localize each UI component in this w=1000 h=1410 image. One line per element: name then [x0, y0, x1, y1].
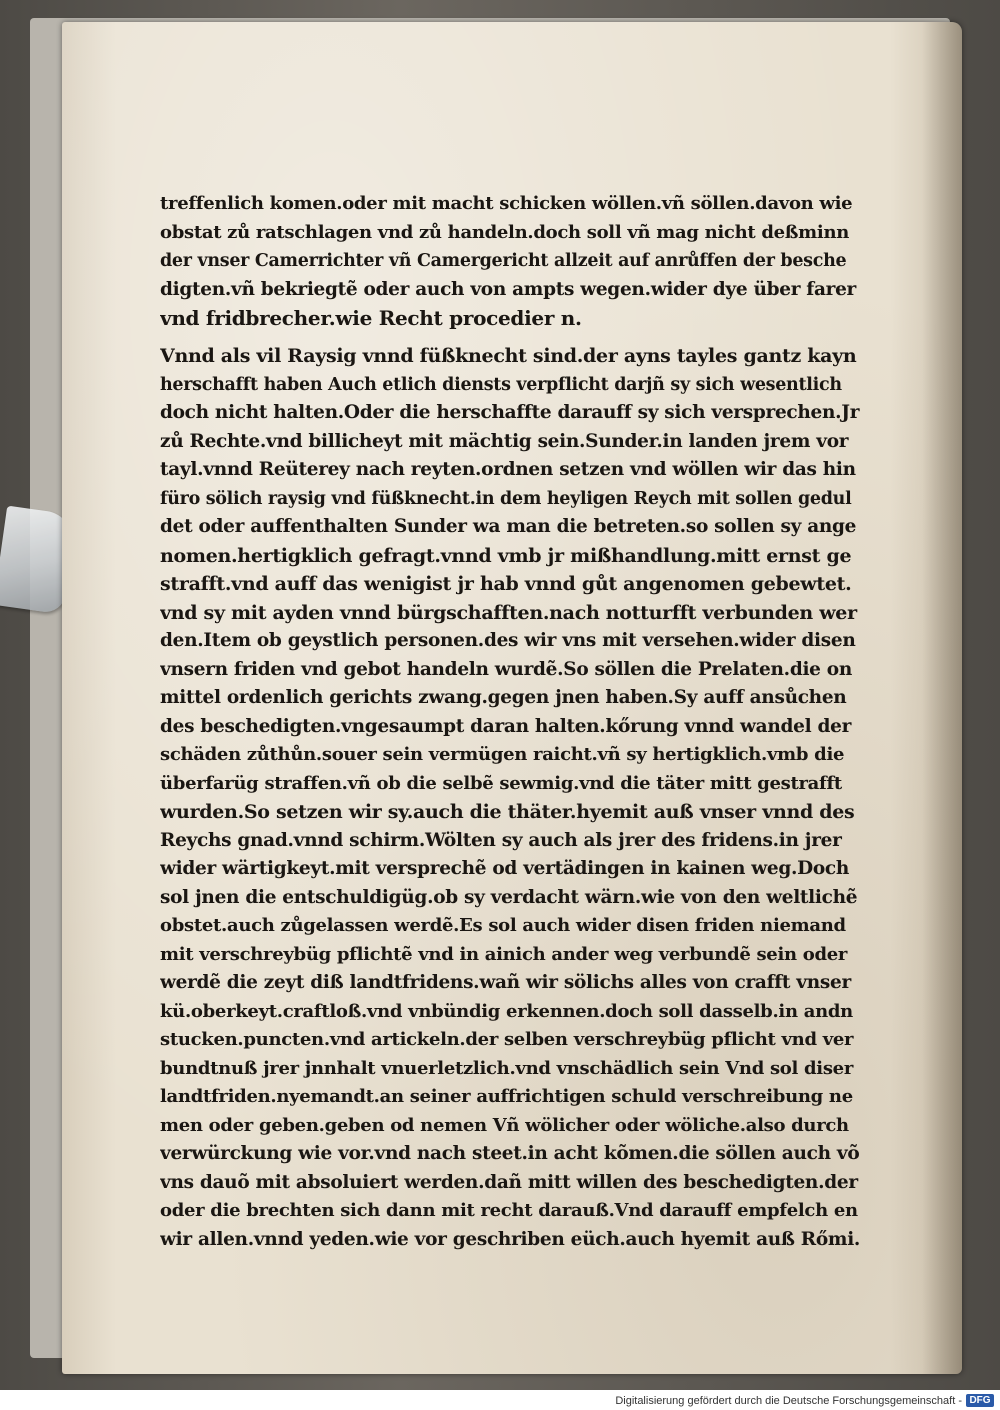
text-line: sol jnen die entschuldigüg.ob sy verdacht wärn.wie von den weltlichẽ	[160, 886, 858, 908]
text-line: füro sölich raysig vnd füßknecht.in dem heyligen Reych mit sollen gedul	[160, 488, 852, 509]
paragraph-2	[160, 342, 860, 1254]
text-line: werdẽ die zeyt diß landtfridens.wañ wir sölichs alles von crafft vnser	[160, 972, 851, 993]
text-line: tayl.vnnd Reüterey nach reyten.ordnen setzen vnd wöllen wir das hin	[160, 459, 856, 480]
text-line: verwürckung wie vor.vnd nach steet.in acht kõmen.die söllen auch võ	[160, 1143, 860, 1164]
text-line: obstat zů ratschlagen vnd zů handeln.doch soll vñ mag nicht deßminn	[160, 221, 850, 243]
text-line: der vnser Camerrichter vñ Camergericht allzeit auf anrůffen der besche	[160, 251, 847, 271]
text-line: oder die brechten sich dann mit recht darauß.Vnd darauff empfelch en	[160, 1200, 858, 1221]
paragraph-1	[160, 190, 860, 333]
text-line: obstet.auch zůgelassen werdẽ.Es sol auch wider disen friden niemand	[160, 915, 846, 936]
gutter-shadow	[922, 22, 962, 1374]
text-line: nomen.hertigklich gefragt.vnnd vmb jr mißhandlung.mitt ernst ge	[160, 544, 852, 567]
text-line: wider wärtigkeyt.mit versprechẽ od vertädingen in kainen weg.Doch	[160, 858, 850, 879]
text-line: vnsern friden vnd gebot handeln wurdẽ.So söllen die Prelaten.die on	[160, 658, 852, 680]
funding-notice: Digitalisierung gefördert durch die Deutsche Forschungsgemeinschaft -	[615, 1395, 962, 1407]
text-line: zů Rechte.vnd billicheyt mit mächtig sein.Sunder.in landen jrem vor	[160, 430, 849, 452]
text-line: treffenlich komen.oder mit macht schicken wöllen.vñ söllen.davon wie	[160, 193, 853, 214]
text-line: men oder geben.geben od nemen Vñ wölicher oder wöliche.also durch	[160, 1114, 849, 1136]
text-line: des beschedigten.vngesaumpt daran halten.kőrung vnnd wandel der	[160, 715, 852, 737]
text-line: digten.vñ bekriegtẽ oder auch von ampts wegen.wider dye über farer	[160, 278, 857, 300]
dfg-logo: DFG	[966, 1394, 994, 1407]
footer-bar	[0, 1390, 1000, 1410]
text-line: kü.oberkeyt.craftloß.vnd vnbündig erkennen.doch soll dasselb.in andn	[160, 1000, 853, 1022]
text-line: strafft.vnd auff das wenigist jr hab vnnd gůt angenomen gebewtet.	[160, 573, 852, 595]
text-line: landtfriden.nyemandt.an seiner auffrichtigen schuld verschreibung ne	[160, 1086, 853, 1107]
text-line: herschafft haben Auch etlich diensts verpflicht darjñ sy sich wesentlich	[160, 374, 842, 395]
text-line: bundtnuß jrer jnnhalt vnuerletzlich.vnd vnschädlich sein Vnd sol diser	[160, 1057, 853, 1079]
text-line: wurden.So setzen wir sy.auch die thäter.hyemit auß vnser vnnd des	[160, 801, 855, 823]
text-line: vns dauõ mit absoluiert werden.dañ mitt willen des beschedigten.der	[160, 1171, 858, 1193]
text-line: mit verschreybüg pflichtẽ vnd in ainich ander weg verbundẽ sein oder	[160, 943, 848, 965]
text-line: stucken.puncten.vnd artickeln.der selben verschreybüg pflicht vnd ver	[160, 1029, 854, 1050]
text-line: vnd fridbrecher.wie Recht procedier n.	[160, 306, 582, 330]
text-line: vnd sy mit ayden vnnd bürgschafften.nach notturfft verbunden wer	[160, 601, 857, 624]
text-line: wir allen.vnnd yeden.wie vor geschriben eüch.auch hyemit auß Rőmi.	[160, 1228, 860, 1250]
text-line: doch nicht halten.Oder die herschaffte darauff sy sich versprechen.Jr	[160, 402, 860, 423]
text-line: det oder auffenthalten Sunder wa man die betreten.so sollen sy ange	[160, 516, 857, 537]
text-line: überfarüg straffen.vñ ob die selbẽ sewmig.vnd die täter mitt gestrafft	[160, 772, 842, 794]
text-line: Reychs gnad.vnnd schirm.Wölten sy auch als jrer des fridens.in jrer	[160, 829, 842, 851]
text-line: den.Item ob geystlich personen.des wir vns mit versehen.wider disen	[160, 630, 856, 651]
text-line: schäden zůthůn.souer sein vermügen raicht.vñ sy hertigklich.vmb die	[160, 744, 845, 765]
text-line: Vnnd als vil Raysig vnnd füßknecht sind.der ayns tayles gantz kayn	[160, 345, 857, 367]
text-line: mittel ordenlich gerichts zwang.gegen jnen haben.Sy auff ansůchen	[160, 687, 847, 708]
